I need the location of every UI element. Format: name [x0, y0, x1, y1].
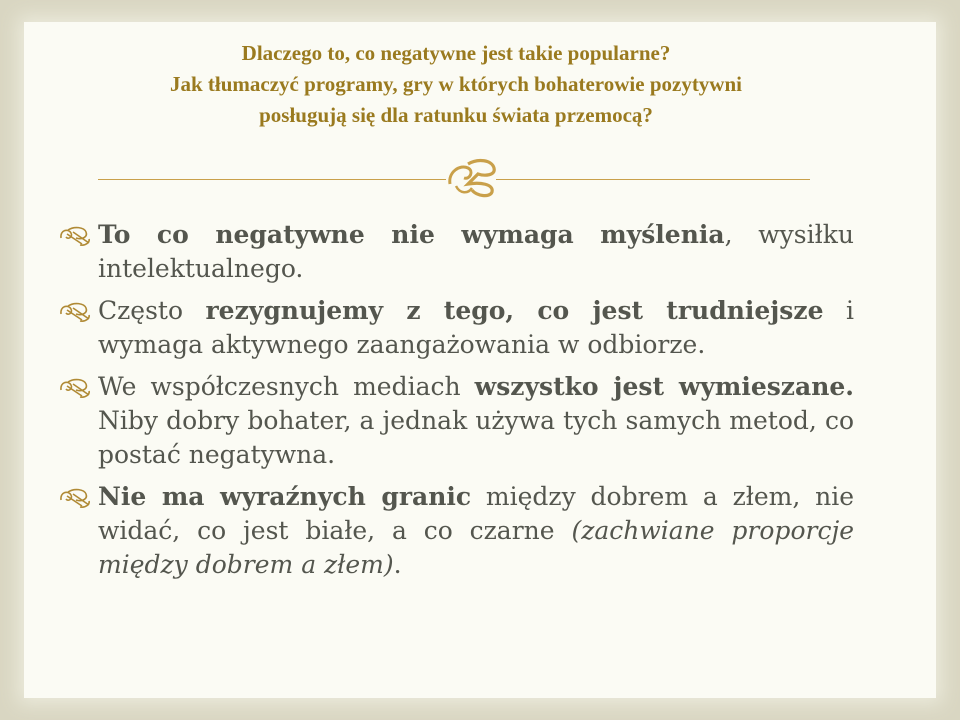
- italic-text: (zachwiane proporcje między dobrem a złem): [98, 516, 854, 579]
- scroll-ornament-icon: [58, 486, 92, 508]
- scroll-ornament-icon: [58, 300, 92, 322]
- title-line-3: posługują się dla ratunku świata przemocą?: [259, 103, 653, 127]
- bullet-list: [58, 218, 854, 590]
- bold-text: rezygnujemy z tego, co jest trudniejsze: [205, 296, 824, 325]
- text: Często: [98, 296, 206, 325]
- bold-text: wszystko jest wymieszane.: [474, 372, 854, 401]
- list-item: [58, 294, 854, 362]
- title-line-2: Jak tłumaczyć programy, gry w których bohaterowie pozytywni: [169, 72, 742, 96]
- divider-line-left: [98, 179, 446, 180]
- list-item: [58, 218, 854, 286]
- text: między dobrem a złem, nie widać, co jest białe, a co czarne: [98, 482, 854, 545]
- scroll-ornament-icon: [58, 376, 92, 398]
- text: , wysiłku intelektualnego.: [98, 220, 854, 283]
- list-item: [58, 480, 854, 582]
- flourish-ornament-icon: [444, 154, 500, 198]
- bold-text: To co negatywne nie wymaga myślenia: [98, 220, 725, 249]
- title-divider: [98, 176, 810, 178]
- list-item: [58, 370, 854, 472]
- text: We współczesnych mediach: [98, 372, 475, 401]
- bold-text: Nie ma wyraźnych granic: [98, 482, 472, 511]
- text: Niby dobry bohater, a jednak używa tych samych metod, co postać negatywna.: [98, 406, 854, 469]
- text: .: [393, 550, 402, 579]
- slide-title: [0, 38, 936, 131]
- scroll-ornament-icon: [58, 224, 92, 246]
- title-line-1: Dlaczego to, co negatywne jest takie popularne?: [241, 41, 671, 65]
- divider-line-right: [496, 179, 810, 180]
- text: i wymaga aktywnego zaangażowania w odbiorze.: [98, 296, 854, 359]
